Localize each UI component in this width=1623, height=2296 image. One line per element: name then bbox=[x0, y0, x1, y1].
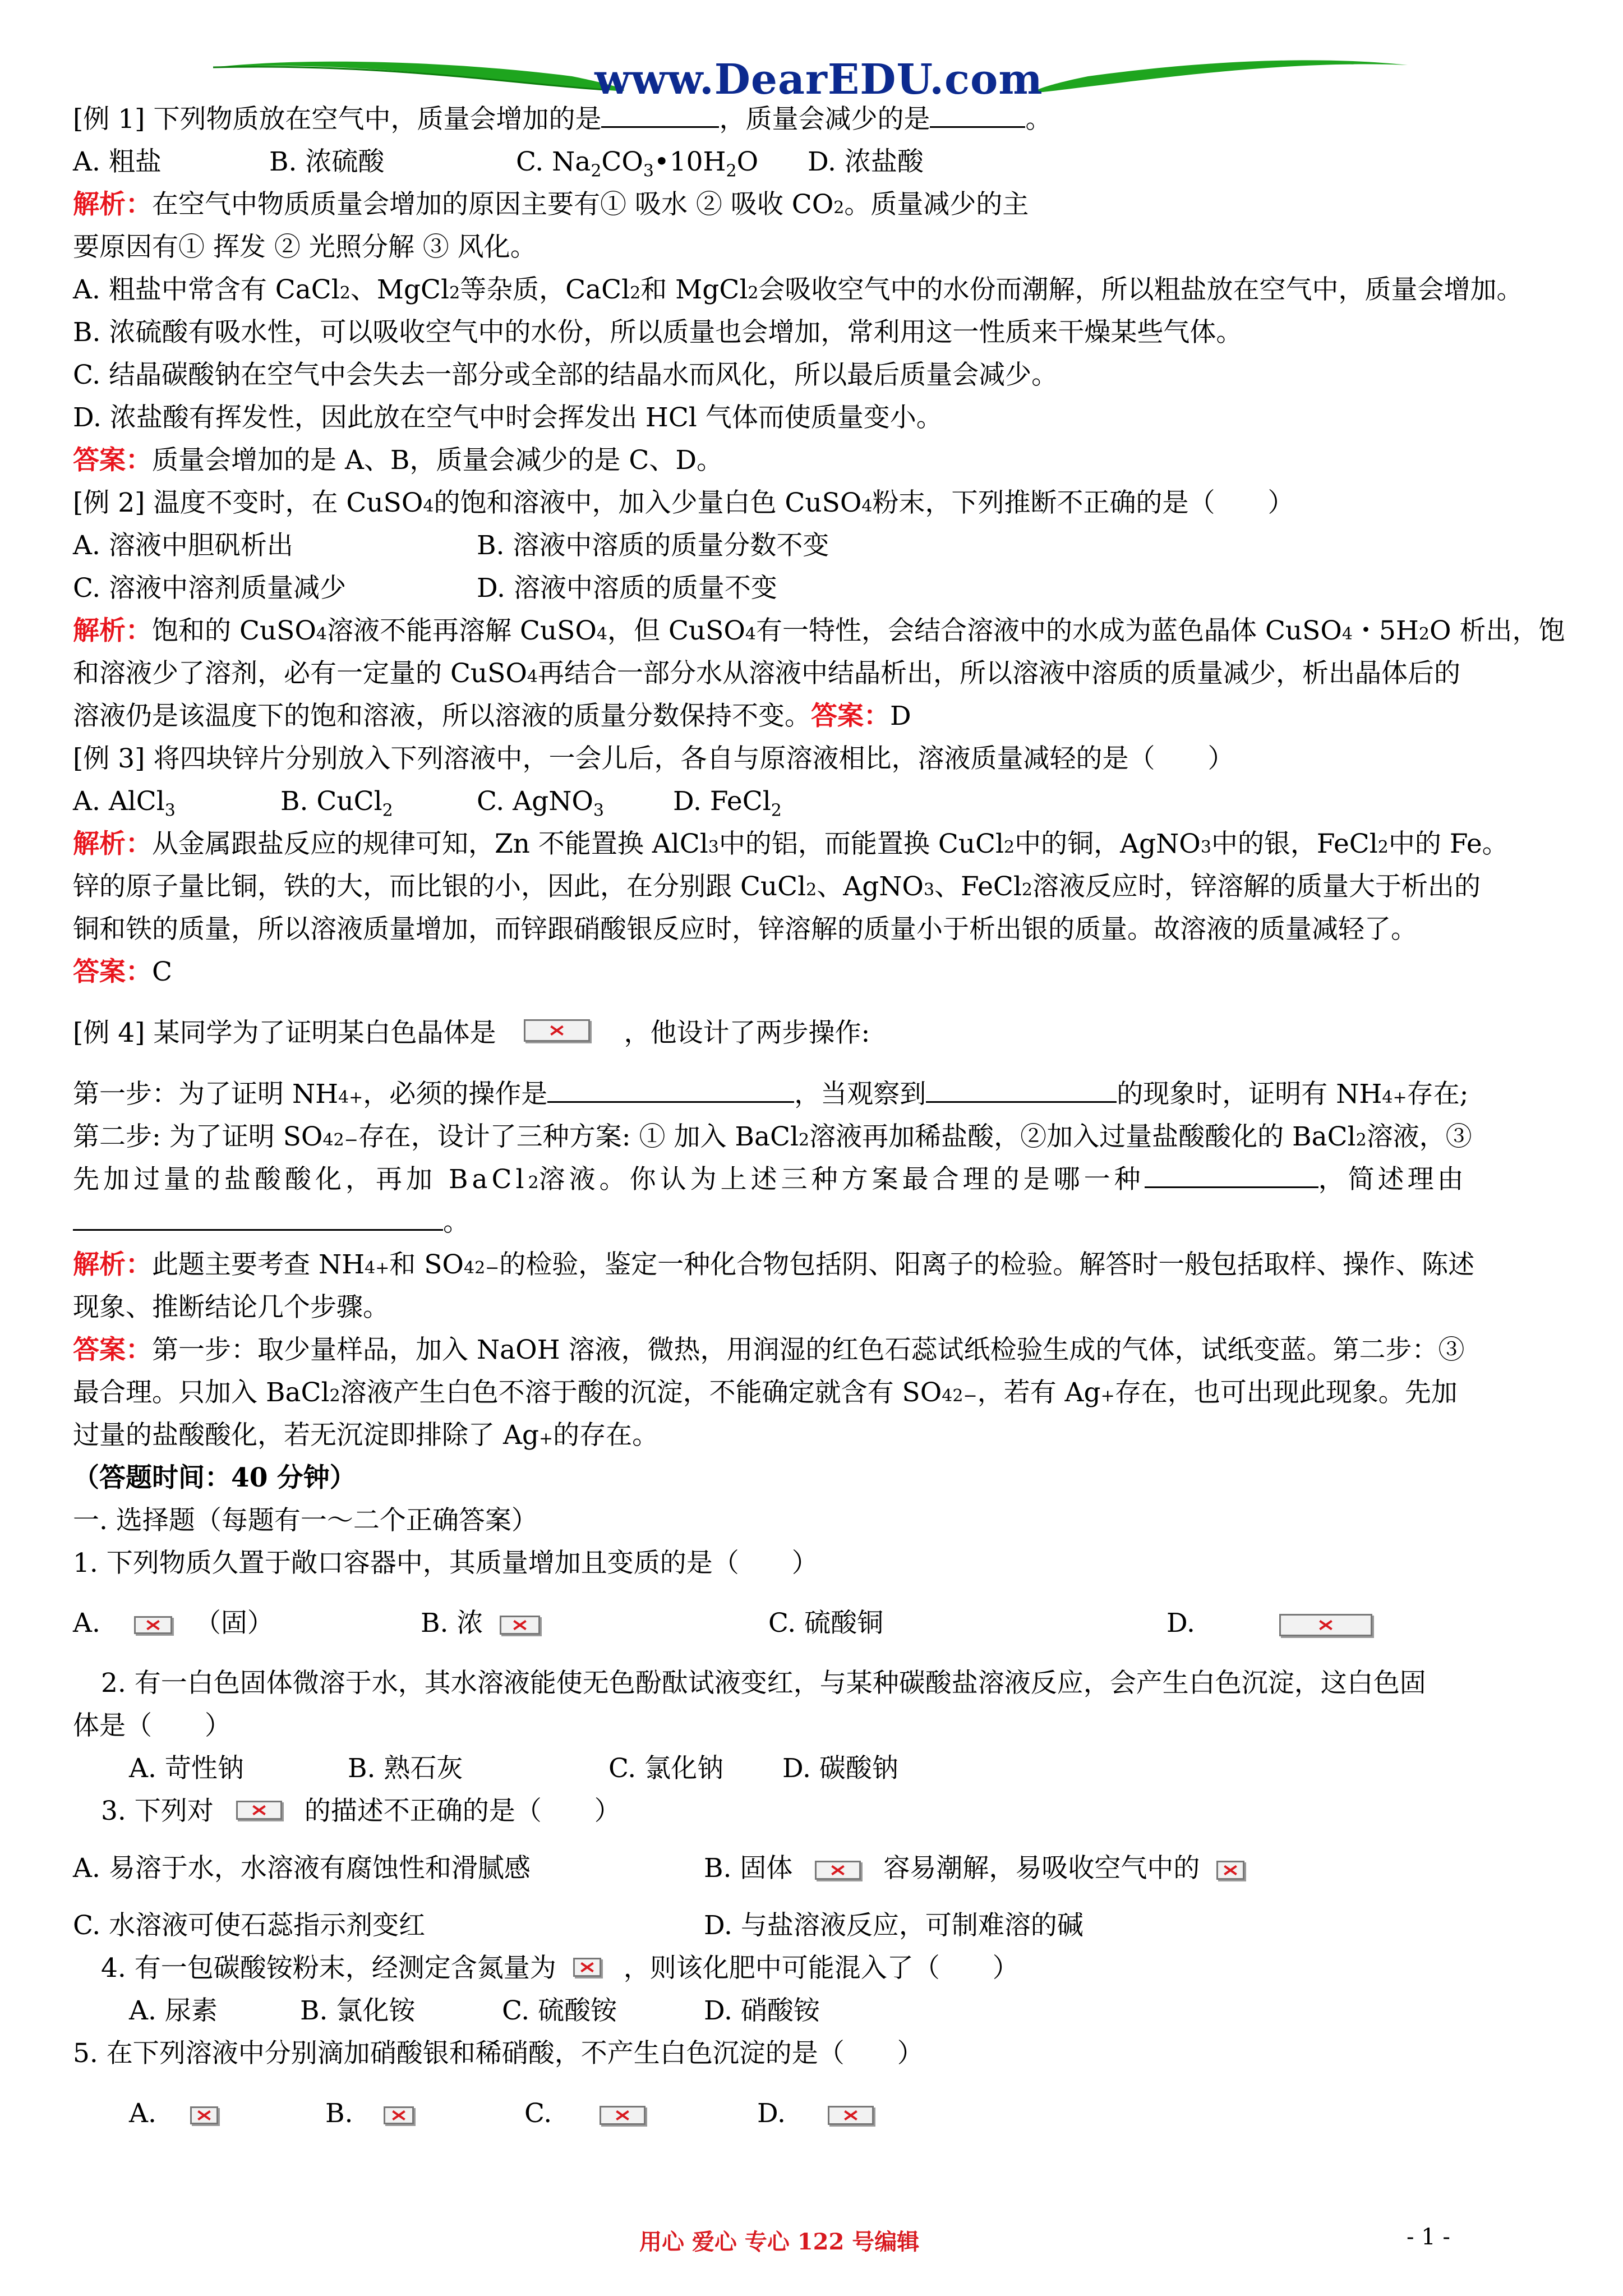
ex2-analysis-2: 和溶液少了溶剂，必有一定量的 CuSO 4 再结合一部分水从溶液中结晶析出，所以溶液中溶质的质量减少，析出晶体后的 bbox=[73, 658, 1460, 689]
formula-image-icon bbox=[1216, 1861, 1244, 1880]
ex4-analysis-2: 现象、推断结论几个步骤。 bbox=[73, 1292, 389, 1323]
ex1-options bbox=[73, 141, 1565, 183]
practice-q2-cont: 体是（ ） bbox=[73, 1710, 231, 1741]
practice-q4: 4. 有一包碳酸铵粉末，经测定含氮量为 ，则该化肥中可能混入了（ ） bbox=[101, 1953, 1019, 1984]
option-b: B. 溶液中溶质的质量分数不变 bbox=[477, 530, 829, 561]
ex2-analysis-3: 溶液仍是该温度下的饱和溶液，所以溶液的质量分数保持不变。 答案： D bbox=[73, 695, 1565, 738]
ex3-question: [例 3] 将四块锌片分别放入下列溶液中，一会儿后，各自与原溶液相比，溶液质量减轻的是（ ） bbox=[73, 743, 1234, 774]
analysis-label: 解析： bbox=[73, 1249, 152, 1280]
option-d: D. 硝酸铵 bbox=[704, 1995, 820, 2026]
practice-q1-options bbox=[73, 1599, 1565, 1648]
option-c: C. 硫酸铜 bbox=[768, 1608, 884, 1639]
answer-blank bbox=[601, 102, 719, 128]
option-b: B. 氯化铵 bbox=[300, 1995, 416, 2026]
option-b: B. bbox=[325, 2090, 524, 2138]
practice-q4-options bbox=[73, 1990, 1565, 2032]
ex1-question-end: 。 bbox=[1025, 104, 1052, 135]
page-number: - 1 - bbox=[1407, 2224, 1450, 2250]
formula-image-icon bbox=[384, 2106, 414, 2124]
option-c: C. bbox=[524, 2090, 757, 2138]
option-d: D. bbox=[757, 2090, 874, 2138]
practice-q5-options bbox=[73, 2090, 1565, 2138]
ex1-question-text: [例 1] 下列物质放在空气中，质量会增加的是 bbox=[73, 104, 602, 135]
option-d: D. 碳酸钠 bbox=[782, 1753, 898, 1784]
option-b: B. 浓 bbox=[421, 1599, 768, 1648]
analysis-label: 解析： bbox=[73, 829, 152, 859]
option-a: A. 粗盐 bbox=[73, 146, 162, 177]
answer-label: 答案： bbox=[73, 1335, 152, 1365]
option-b: B. 熟石灰 bbox=[348, 1753, 463, 1784]
option-a: A. bbox=[129, 2090, 325, 2138]
ex1-question bbox=[73, 98, 1565, 141]
ex1-analysis-2: 要原因有① 挥发 ② 光照分解 ③ 风化。 bbox=[73, 232, 537, 263]
ex2-answer-text: D bbox=[890, 701, 911, 731]
analysis-label: 解析： bbox=[73, 615, 152, 646]
answer-time: （答题时间：40 分钟） bbox=[73, 1462, 356, 1493]
option-c: C. 硫酸铵 bbox=[502, 1995, 617, 2026]
ex4-step2-end: 。 bbox=[73, 1201, 1565, 1244]
formula-image-icon bbox=[828, 2106, 874, 2125]
option-d: D. 溶液中溶质的质量不变 bbox=[477, 573, 777, 604]
option-a: A. （固） bbox=[73, 1608, 274, 1639]
section-heading: 一. 选择题（每题有一～二个正确答案） bbox=[73, 1505, 538, 1536]
ex2-options-ab bbox=[73, 524, 1565, 567]
formula-image-icon bbox=[524, 1019, 590, 1042]
practice-q3: 3. 下列对 的描述不正确的是（ ） bbox=[101, 1796, 621, 1826]
ex4-step2: 第二步: 为了证明 SO 4 2− 存在，设计了三种方案: ① 加入 BaCl 2 溶液再加稀盐酸，②加入过量盐酸酸化的 BaCl 2 溶液，③ bbox=[73, 1121, 1472, 1152]
practice-q2-options bbox=[73, 1747, 1565, 1790]
ex1-answer-text: 质量会增加的是 A、B，质量会减少的是 C、D。 bbox=[152, 445, 723, 476]
ex3-analysis-3: 铜和铁的质量，所以溶液质量增加，而锌跟硝酸银反应时，锌溶解的质量小于析出银的质量。故溶液的质量减轻了。 bbox=[73, 914, 1417, 945]
practice-q3-options-ab bbox=[73, 1847, 1565, 1890]
ex4-answer-1: 答案： 第一步：取少量样品，加入 NaOH 溶液，微热，用润湿的红色石蕊试纸检验生成的气体，试纸变蓝。第二步：③ bbox=[73, 1329, 1565, 1372]
formula-image-icon bbox=[134, 1616, 172, 1634]
ex3-analysis-2: 锌的原子量比铜，铁的大，而比银的小，因此，在分别跟 CuCl 2 、AgNO 3 、FeCl 2 溶液反应时，锌溶解的质量大于析出的 bbox=[73, 871, 1481, 902]
ex1-analysis-b: B. 浓硫酸有吸水性，可以吸收空气中的水份，所以质量也会增加，常利用这一性质来干燥某些气体。 bbox=[73, 317, 1243, 348]
answer-blank bbox=[547, 1076, 794, 1103]
ex1-answer bbox=[73, 439, 1565, 482]
option-d: D. bbox=[1166, 1599, 1372, 1648]
ex4-step1: 第一步：为了证明 NH 4 + ，必须的操作是 ，当观察到 的现象时，证明有 NH 4 + 存在; bbox=[73, 1073, 1565, 1116]
ex1-analysis-d: D. 浓盐酸有挥发性，因此放在空气中时会挥发出 HCl 气体而使质量变小。 bbox=[73, 402, 943, 433]
ex2-analysis-1: 解析： 饱和的 CuSO 4 溶液不能再溶解 CuSO 4 ，但 CuSO 4 有一特性，会结合溶液中的水成为蓝色晶体 CuSO 4 ・5H 2 O 析出，饱 bbox=[73, 610, 1565, 652]
answer-blank bbox=[1145, 1162, 1318, 1188]
formula-image-icon bbox=[190, 2106, 218, 2124]
option-c: C. 氯化钠 bbox=[608, 1753, 724, 1784]
answer-label: 答案： bbox=[73, 956, 152, 987]
practice-q1: 1. 下列物质久置于敞口容器中，其质量增加且变质的是（ ） bbox=[73, 1548, 818, 1579]
option-c: C. 水溶液可使石蕊指示剂变红 bbox=[73, 1910, 426, 1941]
option-d: D. 浓盐酸 bbox=[808, 146, 924, 177]
ex2-question: [例 2] 温度不变时，在 CuSO 4 的饱和溶液中，加入少量白色 CuSO 4 粉末，下列推断不正确的是（ ） bbox=[73, 487, 1294, 518]
option-d: D. FeCl$_2$ bbox=[673, 786, 782, 821]
formula-image-icon bbox=[500, 1616, 540, 1635]
ex4-question: [例 4] 某同学为了证明某白色晶体是 ，他设计了两步操作: bbox=[73, 1018, 870, 1048]
option-d: D. 与盐溶液反应，可制难溶的碱 bbox=[704, 1910, 1083, 1941]
option-a: A. 溶液中胆矾析出 bbox=[73, 530, 293, 561]
ex3-answer bbox=[73, 951, 1565, 993]
ex4-answer-3: 过量的盐酸酸化，若无沉淀即排除了 Ag + 的存在。 bbox=[73, 1420, 659, 1451]
answer-blank bbox=[930, 102, 1025, 128]
ex1-analysis-c: C. 结晶碳酸钠在空气中会失去一部分或全部的结晶水而风化，所以最后质量会减少。 bbox=[73, 360, 1058, 390]
ex3-answer-text: C bbox=[152, 956, 172, 987]
option-b: B. 固体 容易潮解，易吸收空气中的 bbox=[704, 1847, 1244, 1890]
ex1-analysis-a: A. 粗盐中常含有 CaCl 2 、MgCl 2 等杂质，CaCl 2 和 MgCl 2 会吸收空气中的水份而潮解，所以粗盐放在空气中，质量会增加。 bbox=[73, 274, 1523, 305]
option-c: C. $Na_2CO_3•10H_2O$ bbox=[516, 146, 759, 181]
ex4-analysis-1: 解析： 此题主要考查 NH 4 + 和 SO 4 2− 的检验，鉴定一种化合物包括阴、阳离子的检验。解答时一般包括取样、操作、陈述 bbox=[73, 1244, 1565, 1286]
formula-image-icon bbox=[1279, 1614, 1372, 1636]
option-b: B. 浓硫酸 bbox=[269, 146, 385, 177]
answer-label: 答案： bbox=[73, 445, 152, 476]
footer-editor-note: 用心 爱心 专心 122 号编辑 bbox=[639, 2229, 920, 2255]
ex4-answer-2: 最合理。只加入 BaCl 2 溶液产生白色不溶于酸的沉淀，不能确定就含有 SO 4 2− ，若有 Ag + 存在，也可出现此现象。先加 bbox=[73, 1377, 1458, 1408]
option-b: B. CuCl$_2$ bbox=[280, 786, 393, 821]
answer-blank bbox=[73, 1204, 443, 1231]
option-c: C. 溶液中溶剂质量减少 bbox=[73, 573, 347, 604]
formula-image-icon bbox=[573, 1958, 601, 1977]
option-a: A. 尿素 bbox=[129, 1995, 218, 2026]
site-logo-text: www.DearEDU.com bbox=[594, 56, 1043, 104]
answer-blank bbox=[926, 1076, 1117, 1103]
option-a: A. 苛性钠 bbox=[129, 1753, 244, 1784]
ex3-options bbox=[73, 780, 1565, 823]
ex1-question-text2: ，质量会减少的是 bbox=[719, 104, 930, 135]
option-a: A. 易溶于水，水溶液有腐蚀性和滑腻感 bbox=[73, 1853, 531, 1884]
ex3-analysis-1: 解析： 从金属跟盐反应的规律可知，Zn 不能置换 AlCl 3 中的铝，而能置换 CuCl 2 中的铜，AgNO 3 中的银，FeCl 2 中的 Fe。 bbox=[73, 823, 1565, 866]
answer-label: 答案： bbox=[811, 701, 890, 731]
formula-image-icon bbox=[815, 1861, 861, 1880]
page-footer bbox=[0, 2224, 1623, 2258]
formula-image-icon bbox=[600, 2106, 645, 2125]
ex4-step2-cont: 先加过量的盐酸酸化，再加 BaCl 2 溶液。你认为上述三种方案最合理的是哪一种 ，简述理由 bbox=[73, 1158, 1565, 1201]
ex2-options-cd bbox=[73, 567, 1565, 610]
practice-q5: 5. 在下列溶液中分别滴加硝酸银和稀硝酸，不产生白色沉淀的是（ ） bbox=[73, 2038, 924, 2069]
practice-q3-options-cd bbox=[73, 1904, 1565, 1947]
analysis-label: 解析： bbox=[73, 189, 152, 220]
practice-q2: 2. 有一白色固体微溶于水，其水溶液能使无色酚酞试液变红，与某种碳酸盐溶液反应，会产生白色沉淀，这白色固 bbox=[101, 1668, 1426, 1699]
option-a: A. AlCl$_3$ bbox=[73, 786, 176, 821]
ex1-analysis-1: 解析： 在空气中物质质量会增加的原因主要有① 吸水 ② 吸收 CO 2 。质量减少的主 bbox=[73, 183, 1565, 226]
option-c: C. AgNO$_3$ bbox=[477, 786, 604, 821]
formula-image-icon bbox=[236, 1801, 282, 1820]
